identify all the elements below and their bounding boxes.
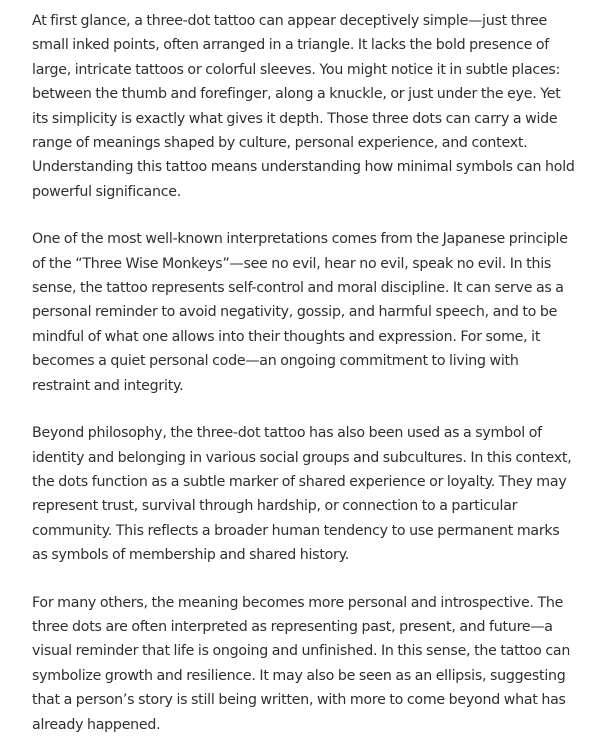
paragraph-identity-belonging: Beyond philosophy, the three-dot tattoo has also been used as a symbol of identity and belonging in various social groups and subcultures. In this context, the dots function as a subtle marker of shared experience or loyalty. They may represent trust, survival through hardship, or connection to a particular community. This reflects a broader human tendency to use permanent marks as symbols of membership and shared history. [32, 425, 572, 564]
paragraph-three-wise-monkeys: One of the most well-known interpretations comes from the Japanese principle of the “Three Wise Monkeys”—see no evil, hear no evil, speak no evil. In this sense, the tattoo represents self-control and moral discipline. It can serve as a personal reminder to avoid negativity, gossip, and harmful speech, and to be mindful of what one allows into their thoughts and expression. For some, it becomes a quiet personal code—an ongoing commitment to living with restraint and integrity. [32, 231, 568, 394]
paragraph-personal-meaning: For many others, the meaning becomes more personal and introspective. The three dots are often interpreted as representing past, present, and future—a visual reminder that life is ongoing and unfinished. In this sense, the tattoo can symbolize growth and resilience. It may also be seen as an ellipsis, suggesting that a person’s story is still being written, with more to come beyond what has already happened. [32, 594, 571, 733]
paragraph-intro: At first glance, a three-dot tattoo can appear deceptively simple—just three small inked points, often arranged in a triangle. It lacks the bold presence of large, intricate tattoos or colorful sleeves. You might notice it in subtle places: between the thumb and forefinger, along a knuckle, or just under the eye. Yet its simplicity is exactly what gives it depth. Those three dots can carry a wide range of meanings shaped by culture, personal experience, and context. Understanding this tattoo means understanding how minimal symbols can hold powerful significance. [32, 13, 575, 200]
